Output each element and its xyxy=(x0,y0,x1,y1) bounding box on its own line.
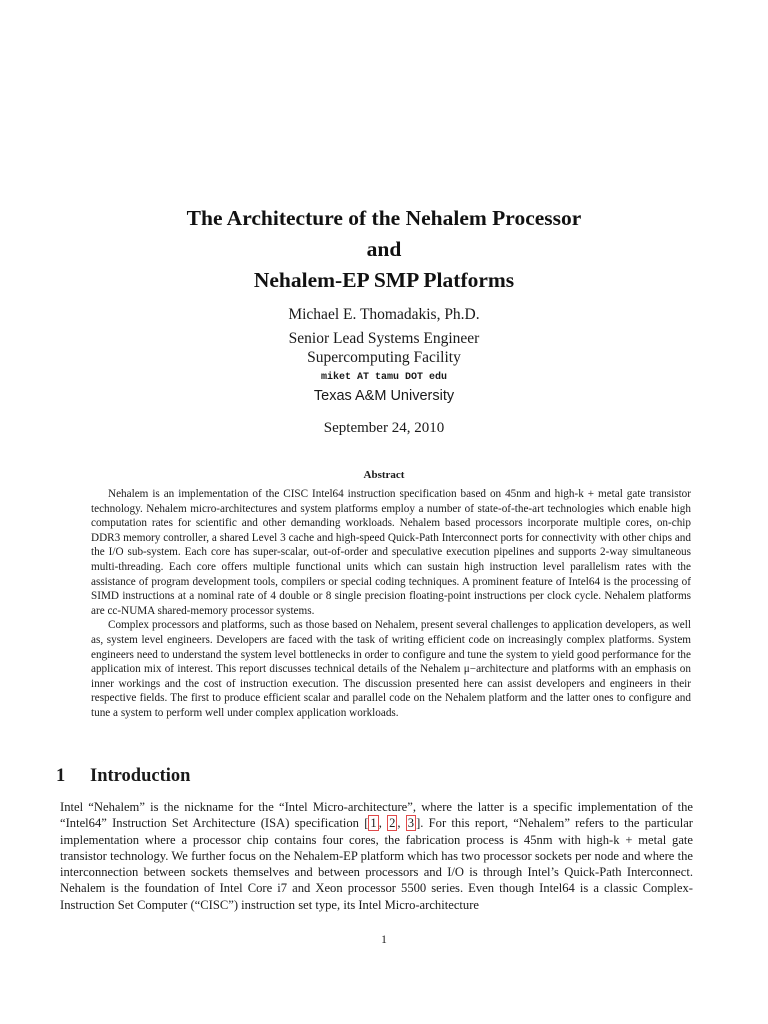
abstract-paragraph-2: Complex processors and platforms, such as those based on Nehalem, present several challenges to application developers, as well as, system level engineers. Developers are faced with the task of writing efficient code on increasingly complex platforms. System engineers need to understand the system level bottlenecks in order to configure and tune the system to yield good performance for the application mix of interest. This report discusses technical details of the Nehalem μ−architecture and platforms with an emphasis on inner workings and the cost of instruction execution. The discussion presented here can assist developers and engineers in their respective fields. The first to produce efficient scalar and parallel code on the Nehalem platform and the latter ones to configure and tune a system to perform well under complex application workloads. xyxy=(91,619,691,719)
citation-separator: , xyxy=(378,816,388,831)
author-university: Texas A&M University xyxy=(313,388,455,404)
abstract-heading: Abstract xyxy=(363,469,405,481)
page-number: 1 xyxy=(381,934,387,946)
author-position: Senior Lead Systems Engineer xyxy=(288,330,480,347)
paper-title xyxy=(0,203,768,296)
citation-link-1[interactable]: 1 xyxy=(370,816,377,831)
section-heading xyxy=(56,766,190,787)
title-line-2: and xyxy=(366,237,402,261)
section-number: 1 xyxy=(56,766,66,786)
citation-link-2[interactable]: 2 xyxy=(389,816,396,831)
intro-paragraph xyxy=(60,799,693,913)
author-facility: Supercomputing Facility xyxy=(307,349,461,366)
section-title: Introduction xyxy=(90,766,191,786)
intro-text-2: ]. For this report, “Nehalem” refers to the particular implementation where a processor chip contains four cores, the fabrication process is 45nm with high-k + metal gate transistor technology. We further focus on the Nehalem-EP platform which has two processor sockets per node and where the interconnection between sockets themselves and between processors and I/O is through Intel’s Quick-Path Interconnect. Nehalem is the foundation of Intel Core i7 and Xeon processor 5500 series. Even though Intel64 is a classic Complex-Instruction Set Computer (“CISC”) instruction set type, its Intel Micro-architecture xyxy=(60,816,693,912)
author-email: miket AT tamu DOT edu xyxy=(320,372,448,383)
introduction-body xyxy=(60,799,693,913)
publication-date: September 24, 2010 xyxy=(323,420,445,436)
abstract-body xyxy=(91,487,691,721)
affiliation xyxy=(0,329,768,367)
title-line-1: The Architecture of the Nehalem Processor xyxy=(186,206,582,230)
intro-text-1: Intel “Nehalem” is the nickname for the “Intel Micro-architecture”, where the latter is a specific implementation of the “Intel64” Instruction Set Architecture (ISA) specification [ xyxy=(60,800,693,831)
citation-separator: , xyxy=(397,816,406,831)
abstract-paragraph-1: Nehalem is an implementation of the CISC Intel64 instruction specification based on 45nm and high-k + metal gate transistor technology. Nehalem micro-architectures and system platforms employ a number of state-of-the-art technologies which enable high computation rates for scientific and other demanding workloads. Nehalem based processors incorporate multiple cores, on-chip DDR3 memory controller, a shared Level 3 cache and high-speed Quick-Path Interconnect ports for connectivity with other chips and the I/O sub-system. Each core has super-scalar, out-of-order and speculative execution pipelines and supports 2-way simultaneous multi-threading. Each core offers multiple functional units which can sustain high instruction level parallelism rates with the assistance of program development tools, compilers or special coding techniques. A prominent feature of Intel64 is the processing of SIMD instructions at a nominal rate of 4 double or 8 single precision floating-point instructions per clock cycle. Nehalem platforms are cc-NUMA shared-memory processor systems. xyxy=(91,488,691,617)
citation-link-3[interactable]: 3 xyxy=(407,816,415,831)
author-name: Michael E. Thomadakis, Ph.D. xyxy=(288,306,480,323)
title-line-3: Nehalem-EP SMP Platforms xyxy=(253,268,515,292)
